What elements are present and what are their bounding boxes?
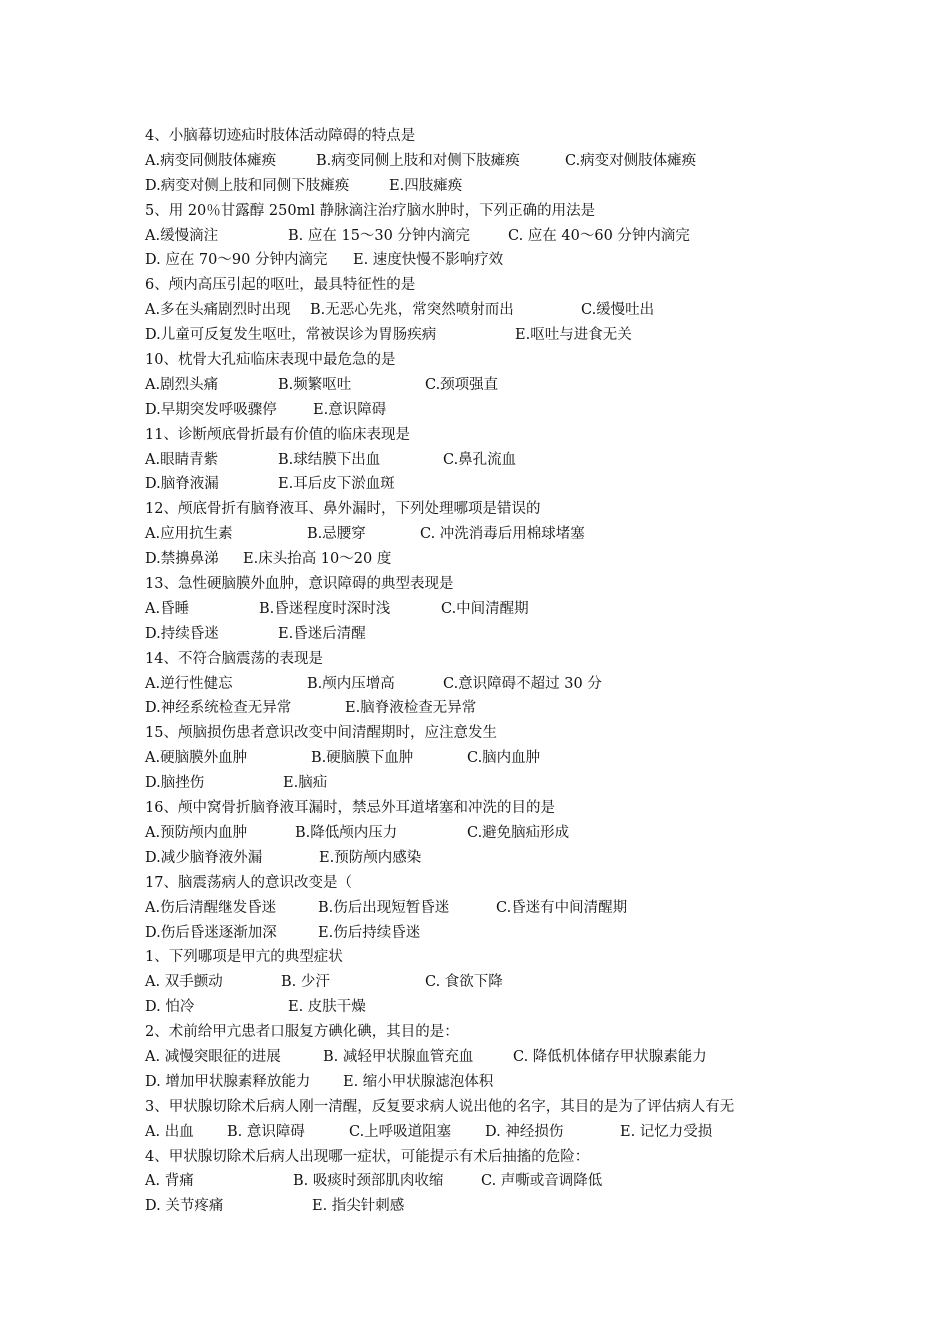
answer-option: B.球结膜下出血 <box>278 451 381 468</box>
answer-option: B.无恶心先兆，常突然喷射而出 <box>310 302 514 319</box>
answer-option: A. 双手颤动 <box>145 974 223 991</box>
question-stem: 11、诊断颅底骨折最有价值的临床表现是 <box>145 426 410 443</box>
answer-option: E.预防颅内感染 <box>319 849 422 866</box>
answer-options-row <box>145 1194 825 1219</box>
answer-option: B. 少汗 <box>281 974 330 991</box>
answer-options-row <box>145 1169 825 1194</box>
answer-option: B.硬脑膜下血肿 <box>311 750 414 767</box>
answer-options-row <box>145 846 825 871</box>
answer-options-row <box>145 1070 825 1095</box>
answer-options-row <box>145 746 825 771</box>
answer-option: D.早期突发呼吸骤停 <box>145 401 277 418</box>
answer-option: A.昏睡 <box>145 600 190 617</box>
answer-option: E.呕吐与进食无关 <box>515 327 632 344</box>
answer-option: B. 吸痰时颈部肌肉收缩 <box>293 1173 444 1190</box>
answer-option: E.伤后持续昏迷 <box>318 924 421 941</box>
answer-options-row <box>145 373 825 398</box>
answer-option: B.频繁呕吐 <box>278 376 352 393</box>
answer-options-row <box>145 398 825 423</box>
answer-option: C. 声嘶或音调降低 <box>481 1173 603 1190</box>
answer-options-row <box>145 921 825 946</box>
question-stem: 4、甲状腺切除术后病人出现哪一症状，可能提示有术后抽搐的危险： <box>145 1148 590 1165</box>
answer-options-row <box>145 672 825 697</box>
answer-options-row <box>145 896 825 921</box>
question-text <box>145 1095 825 1120</box>
answer-options-row <box>145 1120 825 1145</box>
question-stem: 6、颅内高压引起的呕吐，最具特征性的是 <box>145 277 416 294</box>
answer-options-row <box>145 149 825 174</box>
answer-option: A.剧烈头痛 <box>145 376 219 393</box>
answer-option: A. 背痛 <box>145 1173 194 1190</box>
answer-options-row <box>145 547 825 572</box>
answer-option: C.颈项强直 <box>425 376 499 393</box>
answer-options-row <box>145 696 825 721</box>
question-text <box>145 273 825 298</box>
answer-option: A. 减慢突眼征的进展 <box>145 1048 281 1065</box>
answer-option: B.伤后出现短暂昏迷 <box>318 899 450 916</box>
answer-option: D. 应在 70～90 分钟内滴完 <box>145 252 328 269</box>
question-stem: 14、不符合脑震荡的表现是 <box>145 650 323 667</box>
answer-option: C.避免脑疝形成 <box>467 824 570 841</box>
answer-option: A.逆行性健忘 <box>145 675 233 692</box>
answer-option: E. 缩小甲状腺滤泡体积 <box>343 1073 494 1090</box>
answer-options-row <box>145 522 825 547</box>
answer-option: A.硬脑膜外血肿 <box>145 750 248 767</box>
answer-option: D. 关节疼痛 <box>145 1198 224 1215</box>
answer-options-row <box>145 821 825 846</box>
answer-option: A.多在头痛剧烈时出现 <box>145 302 291 319</box>
question-text <box>145 871 825 896</box>
answer-option: A.伤后清醒继发昏迷 <box>145 899 277 916</box>
answer-options-row <box>145 970 825 995</box>
answer-option: D.儿童可反复发生呕吐，常被误诊为胃肠疾病 <box>145 327 437 344</box>
answer-options-row <box>145 224 825 249</box>
answer-option: D.病变对侧上肢和同侧下肢瘫痪 <box>145 177 350 194</box>
answer-option: B.昏迷程度时深时浅 <box>259 600 391 617</box>
answer-option: C.鼻孔流血 <box>443 451 517 468</box>
answer-option: C.病变对侧肢体瘫痪 <box>565 152 697 169</box>
answer-option: E.脑脊液检查无异常 <box>345 700 477 717</box>
answer-option: A. 出血 <box>145 1123 194 1140</box>
answer-options-row <box>145 248 825 273</box>
question-stem: 10、枕骨大孔疝临床表现中最危急的是 <box>145 352 396 369</box>
answer-option: D.脑脊液漏 <box>145 476 219 493</box>
question-text <box>145 497 825 522</box>
answer-option: B. 意识障碍 <box>227 1123 305 1140</box>
question-stem: 17、脑震荡病人的意识改变是（ <box>145 874 352 891</box>
answer-option: B.忌腰穿 <box>307 526 366 543</box>
answer-option: C. 冲洗消毒后用棉球堵塞 <box>420 526 585 543</box>
answer-option: D.禁擤鼻涕 <box>145 551 219 568</box>
answer-option: E.昏迷后清醒 <box>278 625 366 642</box>
answer-option: E.意识障碍 <box>313 401 387 418</box>
answer-option: D.伤后昏迷逐渐加深 <box>145 924 277 941</box>
question-text <box>145 1020 825 1045</box>
answer-option: C. 应在 40～60 分钟内滴完 <box>508 227 690 244</box>
answer-option: B.颅内压增高 <box>307 675 395 692</box>
question-text <box>145 348 825 373</box>
answer-option: D.减少脑脊液外漏 <box>145 849 263 866</box>
answer-option: C.中间清醒期 <box>441 600 529 617</box>
answer-option: A.应用抗生素 <box>145 526 233 543</box>
answer-option: B. 应在 15～30 分钟内滴完 <box>288 227 470 244</box>
answer-options-row <box>145 448 825 473</box>
answer-option: E.床头抬高 10～20 度 <box>243 551 392 568</box>
answer-option: C. 食欲下降 <box>425 974 503 991</box>
question-text <box>145 721 825 746</box>
answer-option: E. 皮肤干燥 <box>288 999 366 1016</box>
question-stem: 16、颅中窝骨折脑脊液耳漏时，禁忌外耳道堵塞和冲洗的目的是 <box>145 800 555 817</box>
answer-option: E. 指尖针刺感 <box>312 1198 405 1215</box>
answer-option: B.病变同侧上肢和对侧下肢瘫痪 <box>316 152 520 169</box>
question-stem: 4、小脑幕切迹疝时肢体活动障碍的特点是 <box>145 128 416 144</box>
answer-options-row <box>145 298 825 323</box>
answer-option: E. 速度快慢不影响疗效 <box>353 252 504 269</box>
answer-option: D.脑挫伤 <box>145 775 205 792</box>
answer-option: B. 减轻甲状腺血管充血 <box>323 1048 474 1065</box>
question-text <box>145 945 825 970</box>
question-text <box>145 1145 825 1170</box>
question-text <box>145 796 825 821</box>
question-stem: 3、甲状腺切除术后病人刚一清醒，反复要求病人说出他的名字，其目的是为了评估病人有无 <box>145 1098 735 1115</box>
question-text <box>145 423 825 448</box>
answer-option: C.意识障碍不超过 30 分 <box>443 675 602 692</box>
answer-option: D. 增加甲状腺素释放能力 <box>145 1073 311 1090</box>
answer-option: C.昏迷有中间清醒期 <box>496 899 628 916</box>
question-text <box>145 647 825 672</box>
question-stem: 1、下列哪项是甲亢的典型症状 <box>145 949 343 966</box>
answer-option: A.缓慢滴注 <box>145 227 219 244</box>
answer-options-row <box>145 1045 825 1070</box>
question-text <box>145 199 825 224</box>
answer-option: D. 怕冷 <box>145 999 195 1016</box>
answer-options-row <box>145 174 825 199</box>
answer-option: C.缓慢吐出 <box>581 302 655 319</box>
answer-option: C.脑内血肿 <box>467 750 541 767</box>
answer-option: E. 记忆力受损 <box>620 1123 713 1140</box>
question-stem: 13、急性硬脑膜外血肿，意识障碍的典型表现是 <box>145 576 454 593</box>
answer-options-row <box>145 995 825 1020</box>
question-stem: 15、颅脑损伤患者意识改变中间清醒期时，应注意发生 <box>145 725 497 742</box>
exam-questions <box>145 124 825 1219</box>
answer-option: D.神经系统检查无异常 <box>145 700 292 717</box>
answer-options-row <box>145 323 825 348</box>
answer-option: A.眼睛青紫 <box>145 451 219 468</box>
answer-option: A.病变同侧肢体瘫痪 <box>145 152 277 169</box>
question-stem: 5、用 20％甘露醇 250ml 静脉滴注治疗脑水肿时，下列正确的用法是 <box>145 202 596 219</box>
question-stem: 2、术前给甲亢患者口服复方碘化碘，其目的是： <box>145 1024 459 1041</box>
answer-options-row <box>145 597 825 622</box>
answer-option: E.四肢瘫痪 <box>389 177 463 194</box>
answer-option: C. 降低机体储存甲状腺素能力 <box>513 1048 707 1065</box>
answer-options-row <box>145 472 825 497</box>
answer-option: A.预防颅内血肿 <box>145 824 248 841</box>
question-text <box>145 572 825 597</box>
answer-option: E.脑疝 <box>283 775 328 792</box>
question-stem: 12、颅底骨折有脑脊液耳、鼻外漏时，下列处理哪项是错误的 <box>145 501 541 518</box>
answer-options-row <box>145 622 825 647</box>
answer-option: B.降低颅内压力 <box>295 824 398 841</box>
answer-option: E.耳后皮下淤血斑 <box>278 476 395 493</box>
answer-option: D.持续昏迷 <box>145 625 219 642</box>
answer-option: D. 神经损伤 <box>485 1123 564 1140</box>
answer-option: C.上呼吸道阻塞 <box>349 1123 452 1140</box>
question-text <box>145 124 825 149</box>
answer-options-row <box>145 771 825 796</box>
